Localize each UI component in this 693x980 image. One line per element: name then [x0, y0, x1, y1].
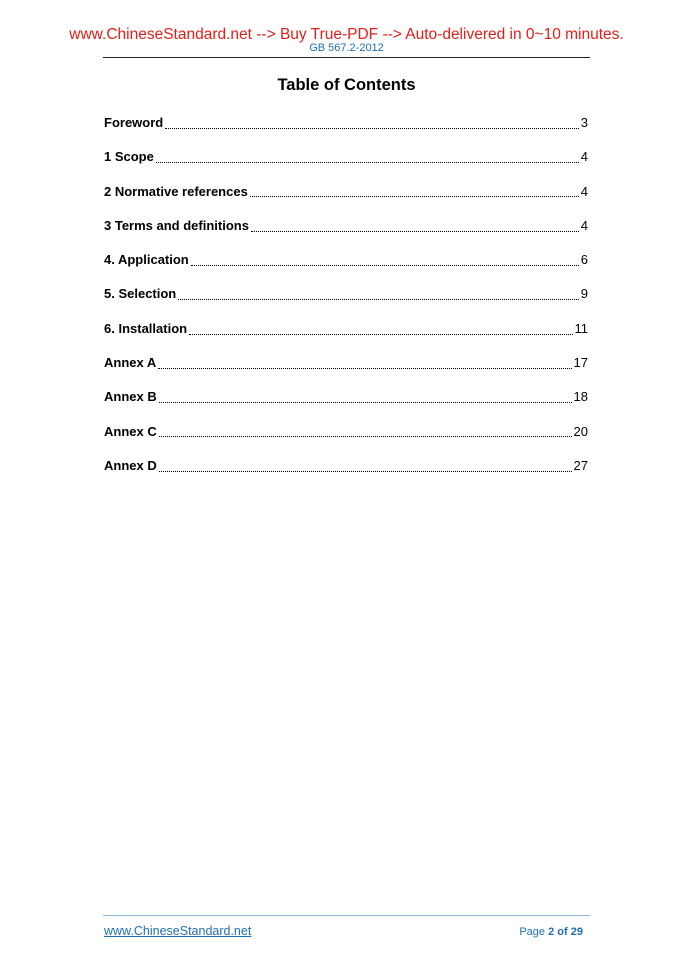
toc-entry-page: 3 — [580, 115, 588, 130]
footer-site-link[interactable]: www.ChineseStandard.net — [104, 924, 252, 938]
toc-entry-page: 4 — [580, 217, 588, 233]
toc-entry-page: 20 — [573, 423, 588, 439]
toc-entry-label: Annex B — [104, 389, 157, 405]
page-current: 2 — [548, 926, 555, 938]
toc-dot-leader — [156, 161, 579, 163]
toc-entry[interactable] — [104, 252, 588, 286]
toc-dot-leader — [159, 435, 572, 437]
toc-entry[interactable] — [104, 115, 588, 149]
toc-entry-label: 3 Terms and definitions — [104, 217, 249, 233]
toc-dot-leader — [250, 195, 579, 197]
toc-dot-leader — [159, 401, 572, 403]
toc-entry-label: Annex A — [104, 355, 157, 371]
toc-entry[interactable] — [104, 184, 588, 218]
toc-entry[interactable] — [104, 458, 588, 492]
toc-entry-label: 1 Scope — [104, 149, 154, 165]
toc-entry-label: Annex D — [104, 457, 157, 473]
toc-entry[interactable] — [104, 389, 588, 423]
toc-entry-label: Foreword — [104, 115, 164, 130]
toc-entry-page: 18 — [573, 389, 588, 405]
page-number — [519, 926, 583, 939]
page-prefix: Page — [519, 926, 546, 938]
toc-list — [104, 115, 588, 492]
toc-entry-label: 6. Installation — [104, 320, 188, 336]
toc-entry-page: 9 — [580, 286, 588, 302]
toc-entry[interactable] — [104, 321, 588, 355]
toc-dot-leader — [158, 367, 571, 369]
toc-entry-label: 2 Normative references — [104, 183, 248, 199]
toc-entry-page: 4 — [580, 183, 588, 199]
toc-dot-leader — [165, 127, 579, 129]
toc-dot-leader — [178, 298, 579, 300]
toc-entry[interactable] — [104, 286, 588, 320]
toc-dot-leader — [159, 470, 572, 472]
toc-entry-page: 17 — [573, 355, 588, 371]
toc-entry[interactable] — [104, 218, 588, 252]
toc-dot-leader — [189, 333, 572, 335]
promo-banner-link[interactable]: www.ChineseStandard.net --> Buy True-PDF --> Auto-delivered in 0~10 minutes. — [69, 26, 624, 43]
toc-entry-label: 5. Selection — [104, 286, 177, 302]
toc-entry-page: 11 — [574, 320, 588, 336]
page-title: Table of Contents — [277, 76, 416, 94]
toc-entry-label: 4. Application — [104, 252, 189, 268]
footer-divider — [103, 915, 590, 916]
toc-entry[interactable] — [104, 424, 588, 458]
standard-code: GB 567.2-2012 — [309, 42, 384, 54]
header-divider — [103, 57, 590, 58]
toc-entry-page: 6 — [580, 252, 588, 268]
page-total: 29 — [570, 926, 583, 938]
toc-dot-leader — [191, 264, 579, 266]
toc-entry[interactable] — [104, 355, 588, 389]
toc-entry-page: 4 — [580, 149, 588, 165]
page-of: of — [557, 926, 568, 938]
toc-entry[interactable] — [104, 149, 588, 183]
toc-dot-leader — [251, 230, 579, 232]
toc-entry-label: Annex C — [104, 423, 157, 439]
toc-entry-page: 27 — [573, 457, 588, 473]
